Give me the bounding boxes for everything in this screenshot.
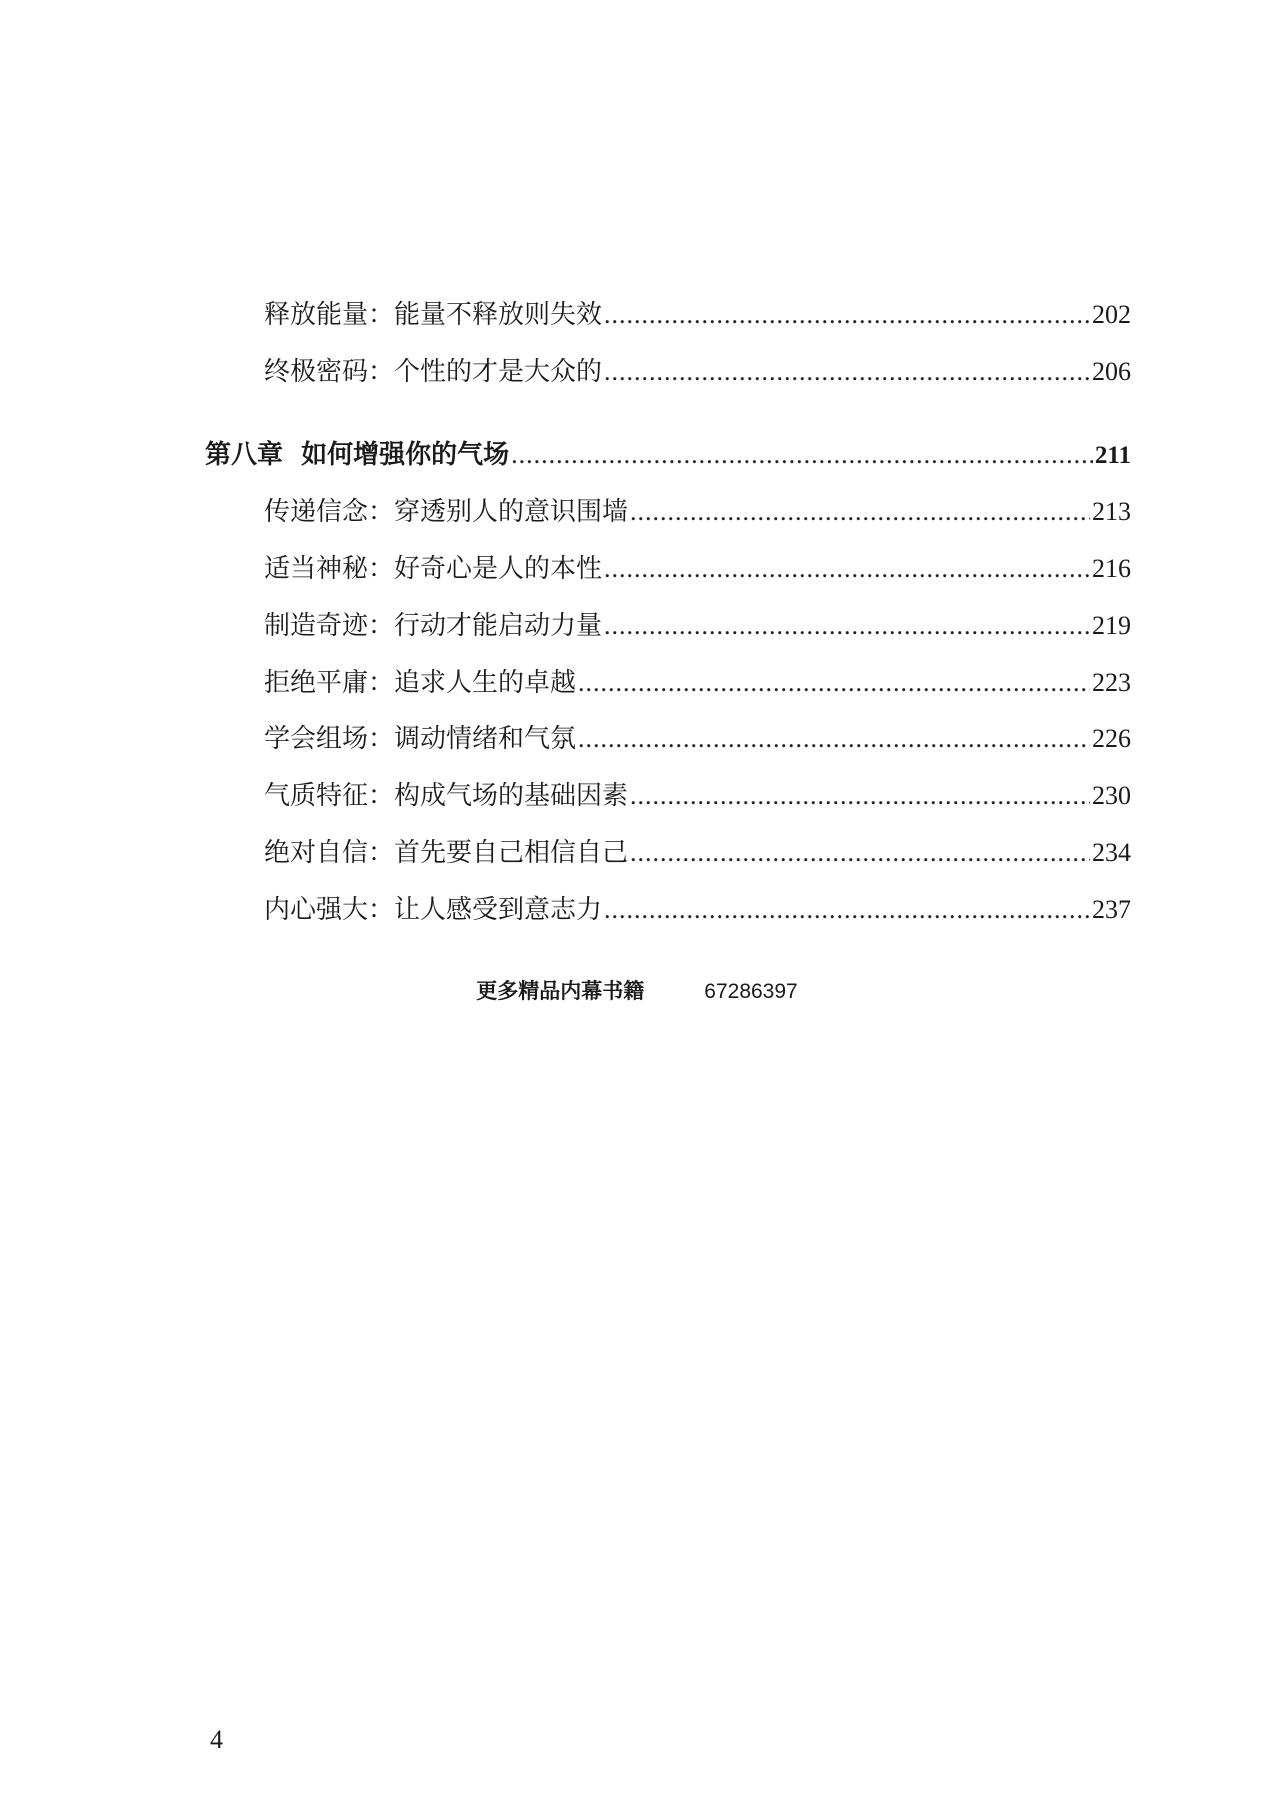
toc-entry-release-energy[interactable] [264,294,1131,331]
toc-entry-ultimate-code[interactable] [264,351,1131,388]
toc-entry-title: 内心强大：让人感受到意志力 [264,895,603,924]
toc-entry-inner-strength[interactable] [264,889,1131,926]
page-number: 4 [210,1725,223,1754]
dot-leader [630,781,1090,811]
toc-entry-mystery[interactable] [264,548,1131,585]
toc-entry-title: 制造奇迹：行动才能启动力量 [264,611,603,640]
toc-entry-page: 223 [1092,668,1131,697]
dot-leader [578,724,1090,754]
chapter-title: 第八章 如何增强你的气场 [205,440,510,470]
dot-leader [511,440,1093,470]
dot-leader [604,611,1090,641]
toc-entry-title: 学会组场：调动情绪和气氛 [264,724,577,753]
toc-entry-page: 216 [1092,554,1131,583]
toc-entry-page: 226 [1092,724,1131,753]
toc-entry-title: 终极密码：个性的才是大众的 [264,357,603,386]
toc-entry-page: 206 [1092,357,1131,386]
dot-leader [604,895,1090,925]
dot-leader [604,554,1090,584]
toc-entry-page: 234 [1092,838,1131,867]
promo-text: 更多精品内幕书籍 [476,979,645,1003]
toc-entry-temperament[interactable] [264,775,1131,812]
toc-entry-title: 传递信念：穿透别人的意识围墙 [264,497,629,526]
dot-leader [604,300,1090,330]
chapter-page: 211 [1094,442,1131,469]
toc-entry-page: 213 [1092,497,1131,526]
dot-leader [578,668,1090,698]
toc-entry-page: 219 [1092,611,1131,640]
dot-leader [630,838,1090,868]
dot-leader [604,357,1090,387]
toc-chapter-8[interactable] [205,434,1131,471]
toc-entry-title: 气质特征：构成气场的基础因素 [264,781,629,810]
toc-entry-page: 237 [1092,895,1131,924]
dot-leader [630,497,1090,527]
toc-entry-page: 230 [1092,781,1131,810]
toc-entry-reject-mediocrity[interactable] [264,662,1131,699]
promo-line [0,975,1274,1005]
toc-entry-self-confidence[interactable] [264,832,1131,869]
promo-number: 67286397 [704,980,798,1003]
toc-entry-title: 拒绝平庸：追求人生的卓越 [264,668,577,697]
toc-entry-page: 202 [1092,300,1131,329]
toc-entry-title: 释放能量：能量不释放则失效 [264,300,603,329]
toc-entry-title: 绝对自信：首先要自己相信自己 [264,838,629,867]
toc-entry-title: 适当神秘：好奇心是人的本性 [264,554,603,583]
toc-entry-convey-belief[interactable] [264,491,1131,528]
toc-entry-organize-field[interactable] [264,718,1131,755]
toc-entry-miracle[interactable] [264,605,1131,642]
